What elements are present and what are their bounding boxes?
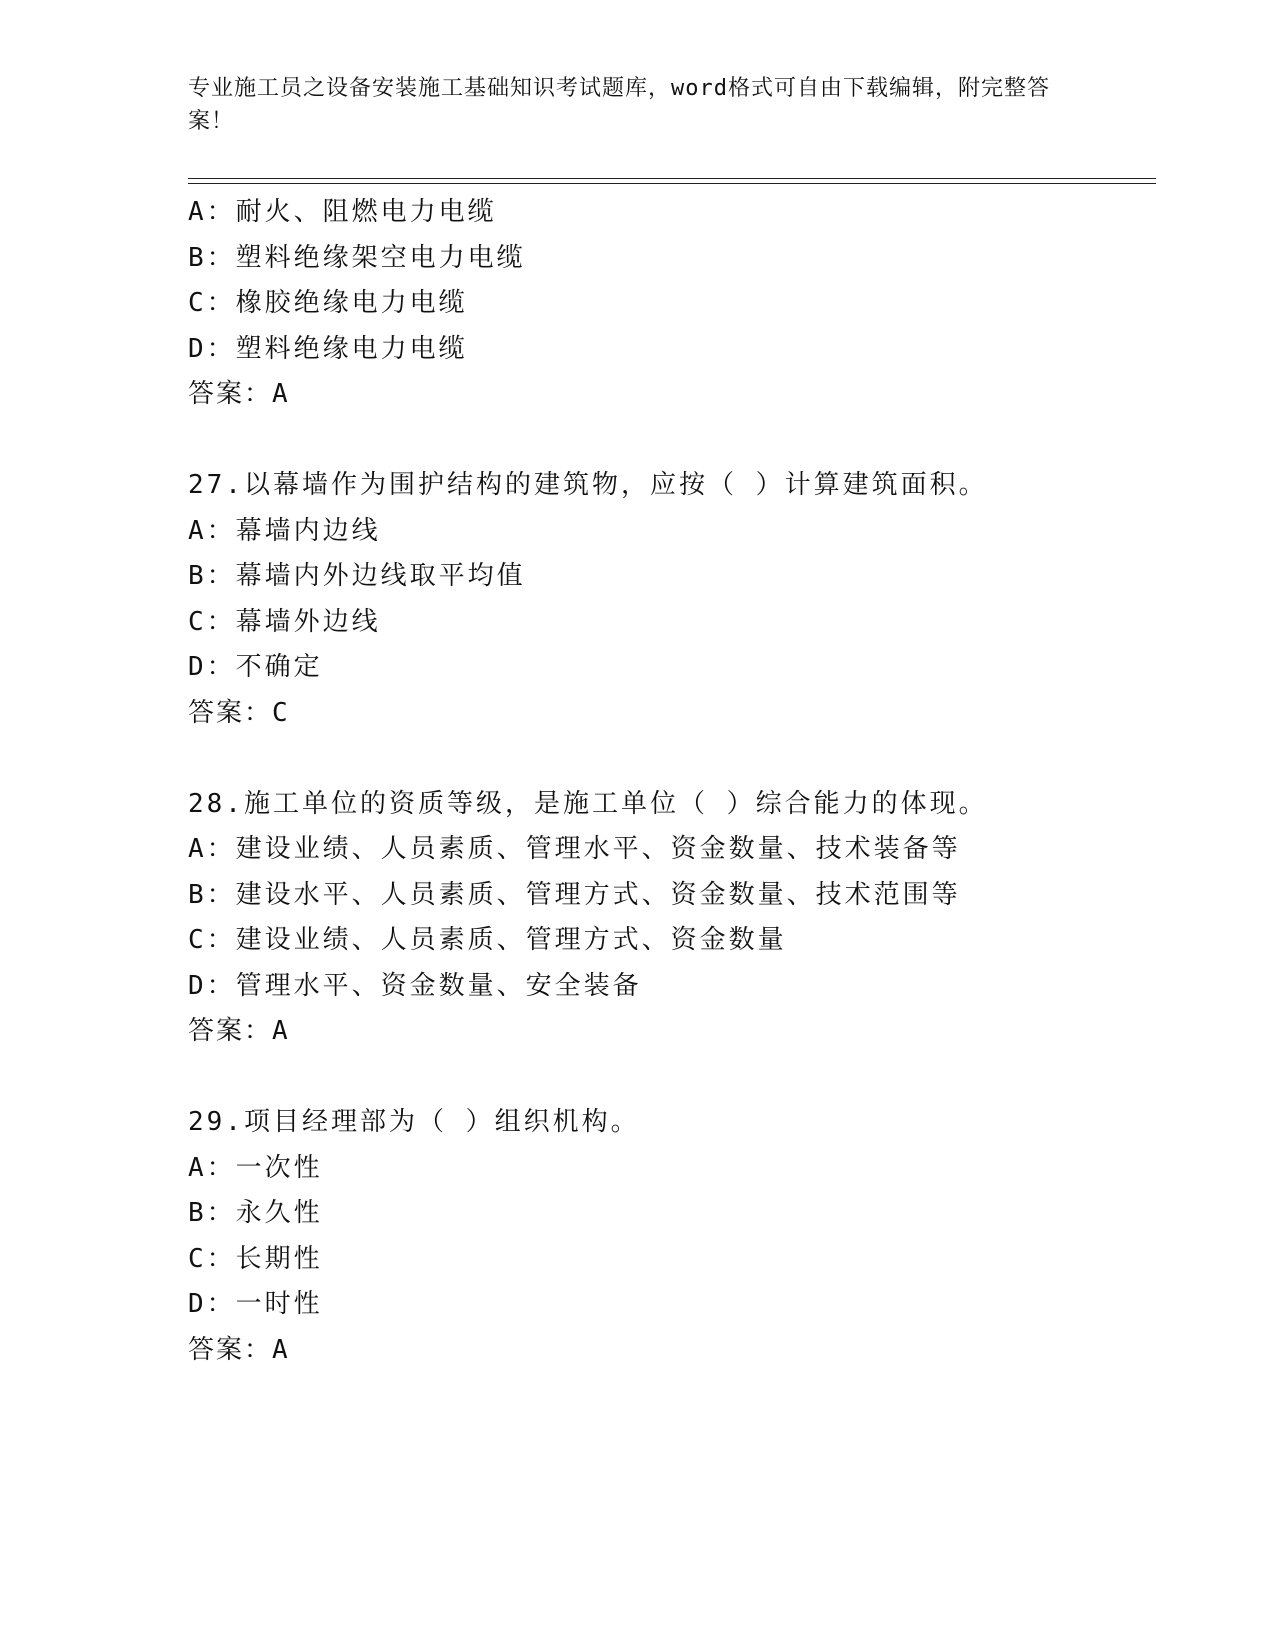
option-a: A：一次性 (188, 1152, 323, 1183)
option-c: C：长期性 (188, 1243, 323, 1274)
header-divider-bottom (188, 183, 1156, 184)
option-a: A：耐火、阻燃电力电缆 (188, 197, 497, 227)
answer-line (188, 691, 1156, 737)
spacer (188, 418, 1156, 464)
answer-label: 答案： (188, 1334, 273, 1365)
option-a: A：建设业绩、人员素质、管理水平、资金数量、技术装备等 (188, 834, 961, 864)
answer-line (188, 1009, 1156, 1055)
answer-line (188, 372, 1156, 418)
question-stem: 27.以幕墙作为围护结构的建筑物，应按（ ）计算建筑面积。 (188, 470, 988, 500)
answer-label: 答案： (188, 1016, 273, 1046)
spacer (188, 1055, 1156, 1101)
question-block-29 (188, 1100, 1156, 1373)
option-c: C：建设业绩、人员素质、管理方式、资金数量 (188, 925, 787, 955)
option-d: D：塑料绝缘电力电缆 (188, 333, 468, 364)
option-c: C：幕墙外边线 (188, 606, 381, 637)
option-b: B：永久性 (188, 1198, 323, 1228)
answer-label: 答案： (188, 697, 273, 728)
answer-label: 答案： (188, 379, 273, 409)
option-d: D：不确定 (188, 652, 323, 682)
spacer (188, 736, 1156, 782)
answer-value: C (272, 697, 290, 728)
option-d: D：一时性 (188, 1289, 323, 1319)
option-c: C：橡胶绝缘电力电缆 (188, 288, 468, 318)
question-stem: 28.施工单位的资质等级，是施工单位（ ）综合能力的体现。 (188, 788, 988, 819)
answer-line (188, 1328, 1156, 1374)
answer-value: A (272, 1016, 290, 1046)
document-header: 专业施工员之设备安装施工基础知识考试题库，word格式可自由下载编辑，附完整答案！ (188, 76, 1050, 134)
question-block-27 (188, 463, 1156, 736)
option-d: D：管理水平、资金数量、安全装备 (188, 970, 642, 1001)
question-block-partial (188, 190, 1156, 418)
question-stem: 29.项目经理部为（ ）组织机构。 (188, 1107, 640, 1137)
question-list (188, 190, 1156, 1373)
option-b: B：建设水平、人员素质、管理方式、资金数量、技术范围等 (188, 879, 961, 910)
option-b: B：幕墙内外边线取平均值 (188, 561, 526, 591)
answer-value: A (272, 379, 290, 409)
option-b: B：塑料绝缘架空电力电缆 (188, 242, 526, 273)
question-block-28 (188, 782, 1156, 1055)
answer-value: A (272, 1334, 290, 1365)
header-divider-top (188, 178, 1156, 179)
option-a: A：幕墙内边线 (188, 515, 381, 546)
